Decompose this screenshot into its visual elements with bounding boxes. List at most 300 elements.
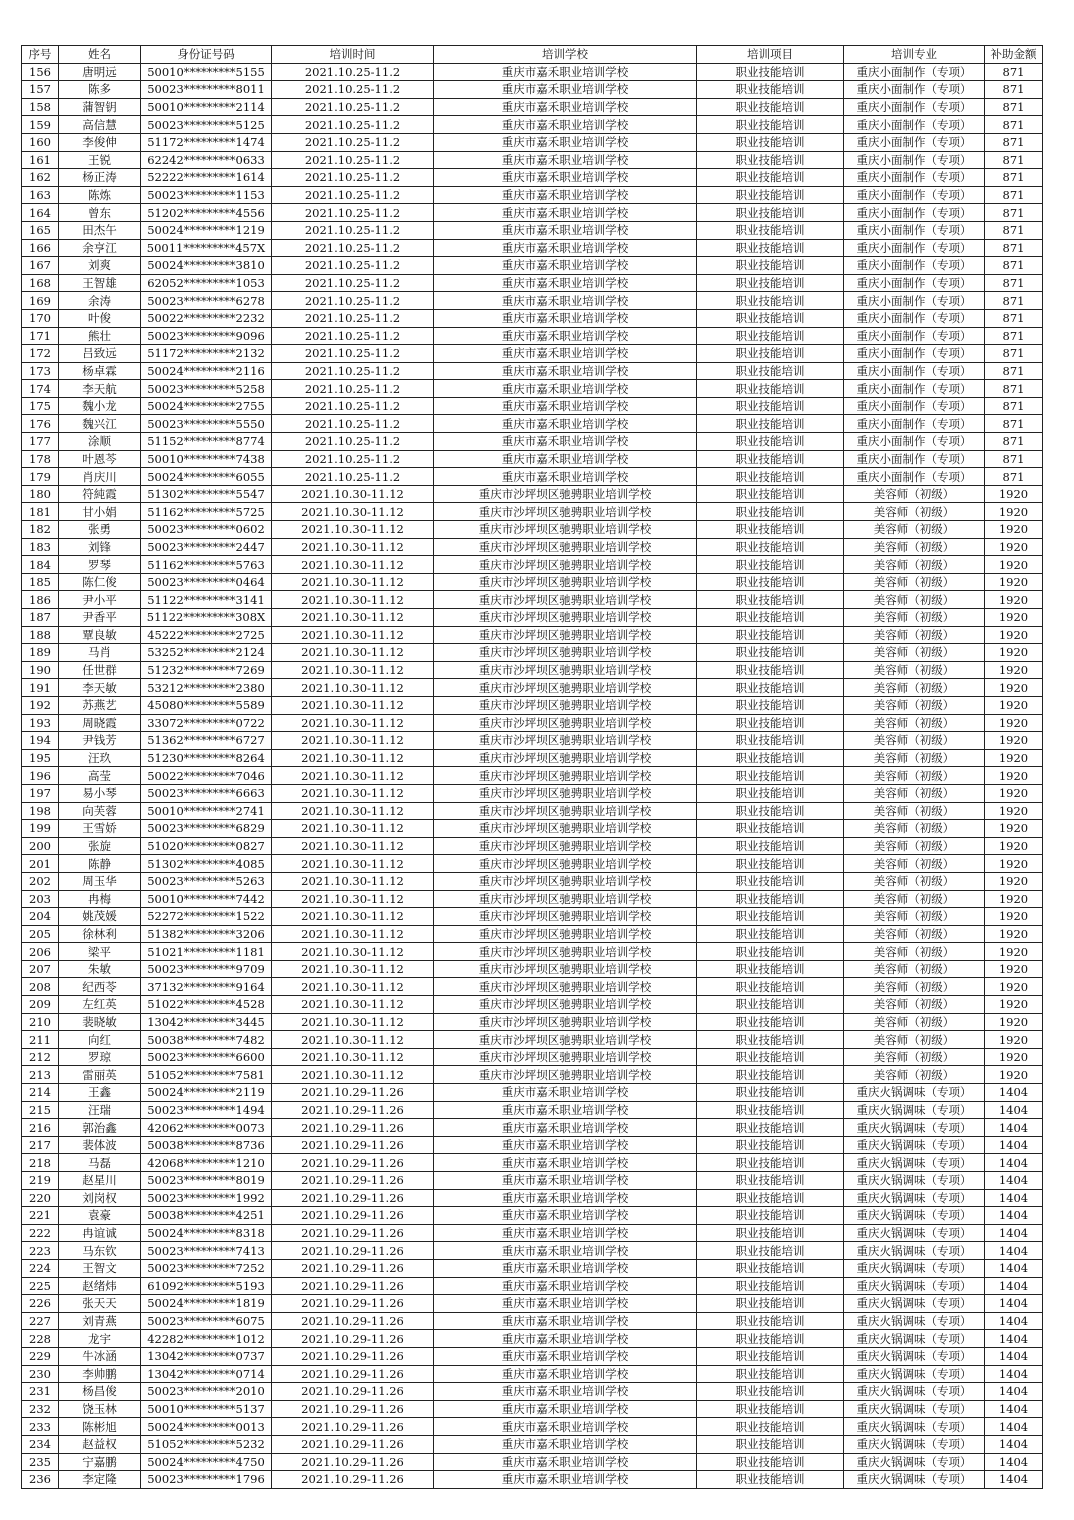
cell-id-number: 50023*********6075: [141, 1312, 272, 1330]
cell-training-period: 2021.10.25-11.2: [272, 327, 434, 345]
cell-training-period: 2021.10.29-11.26: [272, 1435, 434, 1453]
table-row: [22, 133, 1043, 151]
cell-serial-number: 213: [22, 1066, 59, 1084]
cell-serial-number: 206: [22, 943, 59, 961]
cell-serial-number: 191: [22, 679, 59, 697]
cell-training-specialty: 重庆火锅调味（专项）: [844, 1242, 985, 1260]
cell-training-period: 2021.10.30-11.12: [272, 978, 434, 996]
cell-serial-number: 187: [22, 609, 59, 627]
cell-name: 向红: [59, 1031, 141, 1049]
cell-training-specialty: 美容师（初级）: [844, 556, 985, 574]
cell-training-school: 重庆市嘉禾职业培训学校: [434, 468, 697, 486]
cell-serial-number: 186: [22, 591, 59, 609]
cell-id-number: 50023*********5258: [141, 380, 272, 398]
cell-training-specialty: 重庆火锅调味（专项）: [844, 1084, 985, 1102]
table-row: [22, 1084, 1043, 1102]
cell-training-program: 职业技能培训: [697, 872, 844, 890]
cell-training-specialty: 美容师（初级）: [844, 538, 985, 556]
cell-subsidy-amount: 1920: [985, 784, 1043, 802]
cell-training-period: 2021.10.30-11.12: [272, 538, 434, 556]
cell-id-number: 52222*********1614: [141, 169, 272, 187]
cell-name: 李帅鹏: [59, 1365, 141, 1383]
cell-id-number: 51052*********7581: [141, 1066, 272, 1084]
cell-subsidy-amount: 1920: [985, 609, 1043, 627]
cell-subsidy-amount: 1920: [985, 503, 1043, 521]
cell-subsidy-amount: 1920: [985, 644, 1043, 662]
cell-training-specialty: 美容师（初级）: [844, 908, 985, 926]
cell-training-specialty: 重庆火锅调味（专项）: [844, 1119, 985, 1137]
cell-name: 魏小龙: [59, 397, 141, 415]
cell-subsidy-amount: 1920: [985, 1013, 1043, 1031]
cell-training-program: 职业技能培训: [697, 116, 844, 134]
table-row: [22, 1471, 1043, 1489]
table-row: [22, 1031, 1043, 1049]
cell-id-number: 50023*********0464: [141, 573, 272, 591]
table-row: [22, 1277, 1043, 1295]
cell-serial-number: 227: [22, 1312, 59, 1330]
cell-training-period: 2021.10.29-11.26: [272, 1207, 434, 1225]
cell-training-school: 重庆市嘉禾职业培训学校: [434, 1172, 697, 1190]
cell-training-program: 职业技能培训: [697, 1013, 844, 1031]
cell-training-school: 重庆市嘉禾职业培训学校: [434, 1119, 697, 1137]
cell-training-program: 职业技能培训: [697, 433, 844, 451]
cell-training-school: 重庆市嘉禾职业培训学校: [434, 98, 697, 116]
header-training-program: 培训项目: [697, 46, 844, 64]
table-row: [22, 855, 1043, 873]
cell-training-school: 重庆市嘉禾职业培训学校: [434, 1242, 697, 1260]
cell-subsidy-amount: 871: [985, 257, 1043, 275]
cell-name: 李天航: [59, 380, 141, 398]
cell-subsidy-amount: 871: [985, 397, 1043, 415]
cell-training-program: 职业技能培训: [697, 1400, 844, 1418]
cell-training-specialty: 美容师（初级）: [844, 837, 985, 855]
cell-training-specialty: 重庆火锅调味（专项）: [844, 1418, 985, 1436]
cell-subsidy-amount: 871: [985, 169, 1043, 187]
cell-id-number: 51020*********0827: [141, 837, 272, 855]
cell-training-period: 2021.10.30-11.12: [272, 696, 434, 714]
cell-serial-number: 195: [22, 749, 59, 767]
cell-training-program: 职业技能培训: [697, 63, 844, 81]
cell-training-specialty: 美容师（初级）: [844, 996, 985, 1014]
cell-serial-number: 210: [22, 1013, 59, 1031]
cell-subsidy-amount: 871: [985, 309, 1043, 327]
cell-training-specialty: 重庆火锅调味（专项）: [844, 1154, 985, 1172]
cell-training-period: 2021.10.29-11.26: [272, 1471, 434, 1489]
cell-training-period: 2021.10.29-11.26: [272, 1224, 434, 1242]
cell-subsidy-amount: 1920: [985, 661, 1043, 679]
cell-name: 饶玉林: [59, 1400, 141, 1418]
cell-training-program: 职业技能培训: [697, 1453, 844, 1471]
cell-id-number: 50024*********2119: [141, 1084, 272, 1102]
cell-subsidy-amount: 1404: [985, 1365, 1043, 1383]
cell-serial-number: 225: [22, 1277, 59, 1295]
cell-training-specialty: 美容师（初级）: [844, 925, 985, 943]
cell-serial-number: 229: [22, 1347, 59, 1365]
cell-name: 郭治鑫: [59, 1119, 141, 1137]
cell-training-program: 职业技能培训: [697, 133, 844, 151]
cell-training-school: 重庆市沙坪坝区驰骋职业培训学校: [434, 679, 697, 697]
cell-training-school: 重庆市嘉禾职业培训学校: [434, 186, 697, 204]
cell-training-specialty: 重庆火锅调味（专项）: [844, 1400, 985, 1418]
cell-training-specialty: 重庆小面制作（专项）: [844, 116, 985, 134]
cell-name: 罗琴: [59, 556, 141, 574]
cell-subsidy-amount: 871: [985, 345, 1043, 363]
table-row: [22, 644, 1043, 662]
cell-serial-number: 196: [22, 767, 59, 785]
cell-id-number: 50024*********3810: [141, 257, 272, 275]
cell-training-period: 2021.10.29-11.26: [272, 1154, 434, 1172]
cell-subsidy-amount: 1404: [985, 1207, 1043, 1225]
cell-training-school: 重庆市嘉禾职业培训学校: [434, 1312, 697, 1330]
cell-serial-number: 223: [22, 1242, 59, 1260]
cell-training-program: 职业技能培训: [697, 204, 844, 222]
cell-training-specialty: 美容师（初级）: [844, 644, 985, 662]
cell-name: 王鑫: [59, 1084, 141, 1102]
cell-training-specialty: 重庆小面制作（专项）: [844, 186, 985, 204]
cell-subsidy-amount: 1404: [985, 1471, 1043, 1489]
cell-serial-number: 182: [22, 521, 59, 539]
cell-id-number: 50010*********2741: [141, 802, 272, 820]
table-row: [22, 978, 1043, 996]
header-name: 姓名: [59, 46, 141, 64]
cell-name: 王雪娇: [59, 820, 141, 838]
cell-training-program: 职业技能培训: [697, 556, 844, 574]
cell-training-period: 2021.10.29-11.26: [272, 1453, 434, 1471]
table-row: [22, 1330, 1043, 1348]
cell-name: 蒲智钥: [59, 98, 141, 116]
cell-training-period: 2021.10.25-11.2: [272, 63, 434, 81]
cell-name: 陈仁俊: [59, 573, 141, 591]
cell-training-period: 2021.10.30-11.12: [272, 890, 434, 908]
cell-training-program: 职业技能培训: [697, 1207, 844, 1225]
cell-training-school: 重庆市沙坪坝区驰骋职业培训学校: [434, 767, 697, 785]
cell-id-number: 50011*********457X: [141, 239, 272, 257]
cell-training-school: 重庆市嘉禾职业培训学校: [434, 1330, 697, 1348]
cell-subsidy-amount: 1920: [985, 908, 1043, 926]
cell-id-number: 53252*********2124: [141, 644, 272, 662]
table-row: [22, 1189, 1043, 1207]
cell-training-program: 职业技能培训: [697, 538, 844, 556]
cell-training-period: 2021.10.25-11.2: [272, 133, 434, 151]
cell-subsidy-amount: 1404: [985, 1277, 1043, 1295]
cell-training-school: 重庆市嘉禾职业培训学校: [434, 1224, 697, 1242]
cell-name: 姚茂媛: [59, 908, 141, 926]
cell-serial-number: 185: [22, 573, 59, 591]
table-row: [22, 433, 1043, 451]
header-serial-number: 序号: [22, 46, 59, 64]
table-row: [22, 169, 1043, 187]
cell-training-period: 2021.10.29-11.26: [272, 1084, 434, 1102]
cell-name: 肖庆川: [59, 468, 141, 486]
cell-subsidy-amount: 871: [985, 98, 1043, 116]
cell-training-school: 重庆市嘉禾职业培训学校: [434, 1365, 697, 1383]
cell-name: 唐明远: [59, 63, 141, 81]
cell-serial-number: 224: [22, 1259, 59, 1277]
cell-training-period: 2021.10.30-11.12: [272, 661, 434, 679]
cell-training-period: 2021.10.30-11.12: [272, 837, 434, 855]
cell-serial-number: 202: [22, 872, 59, 890]
cell-training-program: 职业技能培训: [697, 345, 844, 363]
cell-training-specialty: 重庆火锅调味（专项）: [844, 1312, 985, 1330]
cell-subsidy-amount: 1920: [985, 749, 1043, 767]
cell-training-period: 2021.10.25-11.2: [272, 221, 434, 239]
cell-subsidy-amount: 1920: [985, 626, 1043, 644]
cell-training-period: 2021.10.25-11.2: [272, 380, 434, 398]
cell-training-school: 重庆市嘉禾职业培训学校: [434, 397, 697, 415]
cell-subsidy-amount: 871: [985, 362, 1043, 380]
cell-id-number: 51232*********7269: [141, 661, 272, 679]
cell-training-school: 重庆市嘉禾职业培训学校: [434, 309, 697, 327]
cell-subsidy-amount: 1920: [985, 485, 1043, 503]
cell-training-school: 重庆市嘉禾职业培训学校: [434, 116, 697, 134]
cell-training-specialty: 重庆小面制作（专项）: [844, 415, 985, 433]
cell-serial-number: 197: [22, 784, 59, 802]
cell-serial-number: 183: [22, 538, 59, 556]
cell-id-number: 50023*********1494: [141, 1101, 272, 1119]
cell-id-number: 51052*********5232: [141, 1435, 272, 1453]
cell-serial-number: 199: [22, 820, 59, 838]
table-row: [22, 661, 1043, 679]
cell-training-school: 重庆市沙坪坝区驰骋职业培训学校: [434, 503, 697, 521]
cell-name: 刘岗权: [59, 1189, 141, 1207]
cell-subsidy-amount: 1404: [985, 1189, 1043, 1207]
cell-name: 周玉华: [59, 872, 141, 890]
cell-training-period: 2021.10.30-11.12: [272, 855, 434, 873]
cell-name: 尹小平: [59, 591, 141, 609]
cell-name: 李定隆: [59, 1471, 141, 1489]
cell-id-number: 33072*********0722: [141, 714, 272, 732]
cell-id-number: 50023*********6829: [141, 820, 272, 838]
cell-subsidy-amount: 1404: [985, 1172, 1043, 1190]
cell-training-school: 重庆市嘉禾职业培训学校: [434, 1453, 697, 1471]
cell-training-period: 2021.10.25-11.2: [272, 169, 434, 187]
cell-training-period: 2021.10.30-11.12: [272, 714, 434, 732]
cell-name: 李天敏: [59, 679, 141, 697]
cell-training-program: 职业技能培训: [697, 1435, 844, 1453]
cell-name: 尹钱芳: [59, 732, 141, 750]
cell-serial-number: 181: [22, 503, 59, 521]
cell-name: 余亨江: [59, 239, 141, 257]
table-row: [22, 767, 1043, 785]
cell-serial-number: 162: [22, 169, 59, 187]
cell-name: 纪西苓: [59, 978, 141, 996]
cell-name: 梁平: [59, 943, 141, 961]
cell-serial-number: 166: [22, 239, 59, 257]
cell-serial-number: 175: [22, 397, 59, 415]
cell-training-specialty: 美容师（初级）: [844, 521, 985, 539]
cell-training-period: 2021.10.25-11.2: [272, 345, 434, 363]
cell-name: 罗琼: [59, 1048, 141, 1066]
cell-training-program: 职业技能培训: [697, 1048, 844, 1066]
cell-training-school: 重庆市嘉禾职业培训学校: [434, 1295, 697, 1313]
cell-training-school: 重庆市沙坪坝区驰骋职业培训学校: [434, 784, 697, 802]
cell-id-number: 50023*********2010: [141, 1383, 272, 1401]
cell-subsidy-amount: 1404: [985, 1435, 1043, 1453]
cell-name: 甘小娟: [59, 503, 141, 521]
cell-subsidy-amount: 1920: [985, 591, 1043, 609]
cell-training-school: 重庆市沙坪坝区驰骋职业培训学校: [434, 749, 697, 767]
cell-subsidy-amount: 871: [985, 468, 1043, 486]
cell-training-specialty: 重庆火锅调味（专项）: [844, 1207, 985, 1225]
cell-training-period: 2021.10.30-11.12: [272, 784, 434, 802]
cell-serial-number: 217: [22, 1136, 59, 1154]
cell-subsidy-amount: 871: [985, 133, 1043, 151]
cell-training-specialty: 美容师（初级）: [844, 714, 985, 732]
cell-training-school: 重庆市嘉禾职业培训学校: [434, 257, 697, 275]
cell-training-period: 2021.10.29-11.26: [272, 1347, 434, 1365]
cell-training-program: 职业技能培训: [697, 573, 844, 591]
cell-name: 符純霞: [59, 485, 141, 503]
cell-training-school: 重庆市嘉禾职业培训学校: [434, 345, 697, 363]
table-row: [22, 1154, 1043, 1172]
cell-training-period: 2021.10.25-11.2: [272, 292, 434, 310]
cell-training-school: 重庆市嘉禾职业培训学校: [434, 1277, 697, 1295]
cell-id-number: 13042*********0737: [141, 1347, 272, 1365]
cell-id-number: 50023*********7252: [141, 1259, 272, 1277]
cell-training-period: 2021.10.25-11.2: [272, 433, 434, 451]
cell-training-period: 2021.10.25-11.2: [272, 98, 434, 116]
cell-training-specialty: 重庆火锅调味（专项）: [844, 1295, 985, 1313]
cell-training-program: 职业技能培训: [697, 1101, 844, 1119]
table-row: [22, 239, 1043, 257]
cell-id-number: 52272*********1522: [141, 908, 272, 926]
cell-training-school: 重庆市沙坪坝区驰骋职业培训学校: [434, 485, 697, 503]
cell-training-school: 重庆市沙坪坝区驰骋职业培训学校: [434, 978, 697, 996]
cell-training-specialty: 美容师（初级）: [844, 609, 985, 627]
table-row: [22, 1224, 1043, 1242]
cell-name: 叶俊: [59, 309, 141, 327]
table-row: [22, 609, 1043, 627]
cell-name: 张天天: [59, 1295, 141, 1313]
cell-training-specialty: 重庆火锅调味（专项）: [844, 1172, 985, 1190]
cell-training-school: 重庆市沙坪坝区驰骋职业培训学校: [434, 960, 697, 978]
cell-id-number: 50023*********5550: [141, 415, 272, 433]
cell-training-school: 重庆市嘉禾职业培训学校: [434, 1400, 697, 1418]
cell-id-number: 50038*********8736: [141, 1136, 272, 1154]
cell-subsidy-amount: 1920: [985, 978, 1043, 996]
cell-training-program: 职业技能培训: [697, 714, 844, 732]
cell-name: 左红英: [59, 996, 141, 1014]
cell-training-specialty: 重庆小面制作（专项）: [844, 362, 985, 380]
cell-training-program: 职业技能培训: [697, 151, 844, 169]
cell-training-period: 2021.10.30-11.12: [272, 960, 434, 978]
cell-subsidy-amount: 871: [985, 415, 1043, 433]
table-row: [22, 1418, 1043, 1436]
cell-training-program: 职业技能培训: [697, 767, 844, 785]
cell-serial-number: 194: [22, 732, 59, 750]
cell-serial-number: 189: [22, 644, 59, 662]
cell-id-number: 50024*********0013: [141, 1418, 272, 1436]
cell-name: 李俊伸: [59, 133, 141, 151]
cell-training-program: 职业技能培训: [697, 1172, 844, 1190]
cell-id-number: 50024*********1219: [141, 221, 272, 239]
cell-subsidy-amount: 1404: [985, 1453, 1043, 1471]
cell-name: 陈炼: [59, 186, 141, 204]
cell-training-period: 2021.10.30-11.12: [272, 591, 434, 609]
cell-training-specialty: 重庆小面制作（专项）: [844, 133, 985, 151]
cell-subsidy-amount: 1404: [985, 1418, 1043, 1436]
cell-serial-number: 170: [22, 309, 59, 327]
table-row: [22, 996, 1043, 1014]
cell-training-program: 职业技能培训: [697, 415, 844, 433]
table-row: [22, 81, 1043, 99]
cell-training-specialty: 重庆小面制作（专项）: [844, 239, 985, 257]
table-row: [22, 415, 1043, 433]
cell-training-program: 职业技能培训: [697, 1312, 844, 1330]
cell-training-school: 重庆市沙坪坝区驰骋职业培训学校: [434, 1013, 697, 1031]
cell-training-program: 职业技能培训: [697, 1330, 844, 1348]
cell-id-number: 45080*********5589: [141, 696, 272, 714]
cell-id-number: 42062*********0073: [141, 1119, 272, 1137]
cell-training-period: 2021.10.29-11.26: [272, 1312, 434, 1330]
cell-training-specialty: 重庆小面制作（专项）: [844, 81, 985, 99]
cell-training-school: 重庆市嘉禾职业培训学校: [434, 362, 697, 380]
cell-subsidy-amount: 1404: [985, 1383, 1043, 1401]
cell-id-number: 50023*********5125: [141, 116, 272, 134]
cell-subsidy-amount: 1404: [985, 1242, 1043, 1260]
table-row: [22, 116, 1043, 134]
cell-training-school: 重庆市嘉禾职业培训学校: [434, 450, 697, 468]
cell-subsidy-amount: 1920: [985, 1031, 1043, 1049]
cell-training-program: 职业技能培训: [697, 292, 844, 310]
cell-name: 徐林利: [59, 925, 141, 943]
cell-id-number: 50023*********0602: [141, 521, 272, 539]
cell-training-school: 重庆市嘉禾职业培训学校: [434, 63, 697, 81]
cell-training-period: 2021.10.29-11.26: [272, 1101, 434, 1119]
cell-training-school: 重庆市嘉禾职业培训学校: [434, 133, 697, 151]
cell-name: 赵星川: [59, 1172, 141, 1190]
cell-serial-number: 209: [22, 996, 59, 1014]
cell-id-number: 51122*********3141: [141, 591, 272, 609]
cell-name: 裴体波: [59, 1136, 141, 1154]
cell-name: 余涛: [59, 292, 141, 310]
cell-name: 覃良敏: [59, 626, 141, 644]
cell-serial-number: 188: [22, 626, 59, 644]
table-row: [22, 820, 1043, 838]
cell-subsidy-amount: 871: [985, 81, 1043, 99]
cell-training-specialty: 美容师（初级）: [844, 1013, 985, 1031]
cell-training-specialty: 美容师（初级）: [844, 503, 985, 521]
cell-training-period: 2021.10.30-11.12: [272, 872, 434, 890]
cell-training-school: 重庆市嘉禾职业培训学校: [434, 151, 697, 169]
table-header: [22, 46, 1043, 64]
cell-id-number: 51362*********6727: [141, 732, 272, 750]
cell-serial-number: 171: [22, 327, 59, 345]
cell-training-specialty: 重庆小面制作（专项）: [844, 292, 985, 310]
table-row: [22, 345, 1043, 363]
cell-training-specialty: 美容师（初级）: [844, 978, 985, 996]
cell-serial-number: 233: [22, 1418, 59, 1436]
cell-subsidy-amount: 1920: [985, 679, 1043, 697]
cell-training-school: 重庆市沙坪坝区驰骋职业培训学校: [434, 609, 697, 627]
cell-training-school: 重庆市沙坪坝区驰骋职业培训学校: [434, 644, 697, 662]
cell-id-number: 53212*********2380: [141, 679, 272, 697]
cell-training-program: 职业技能培训: [697, 397, 844, 415]
cell-training-period: 2021.10.25-11.2: [272, 362, 434, 380]
cell-serial-number: 161: [22, 151, 59, 169]
cell-name: 陈静: [59, 855, 141, 873]
cell-id-number: 50024*********8318: [141, 1224, 272, 1242]
cell-training-program: 职业技能培训: [697, 696, 844, 714]
cell-training-period: 2021.10.30-11.12: [272, 908, 434, 926]
cell-subsidy-amount: 871: [985, 380, 1043, 398]
table-row: [22, 503, 1043, 521]
cell-training-period: 2021.10.25-11.2: [272, 257, 434, 275]
cell-training-specialty: 重庆火锅调味（专项）: [844, 1136, 985, 1154]
cell-training-specialty: 美容师（初级）: [844, 1031, 985, 1049]
cell-training-school: 重庆市嘉禾职业培训学校: [434, 1259, 697, 1277]
cell-training-period: 2021.10.30-11.12: [272, 996, 434, 1014]
